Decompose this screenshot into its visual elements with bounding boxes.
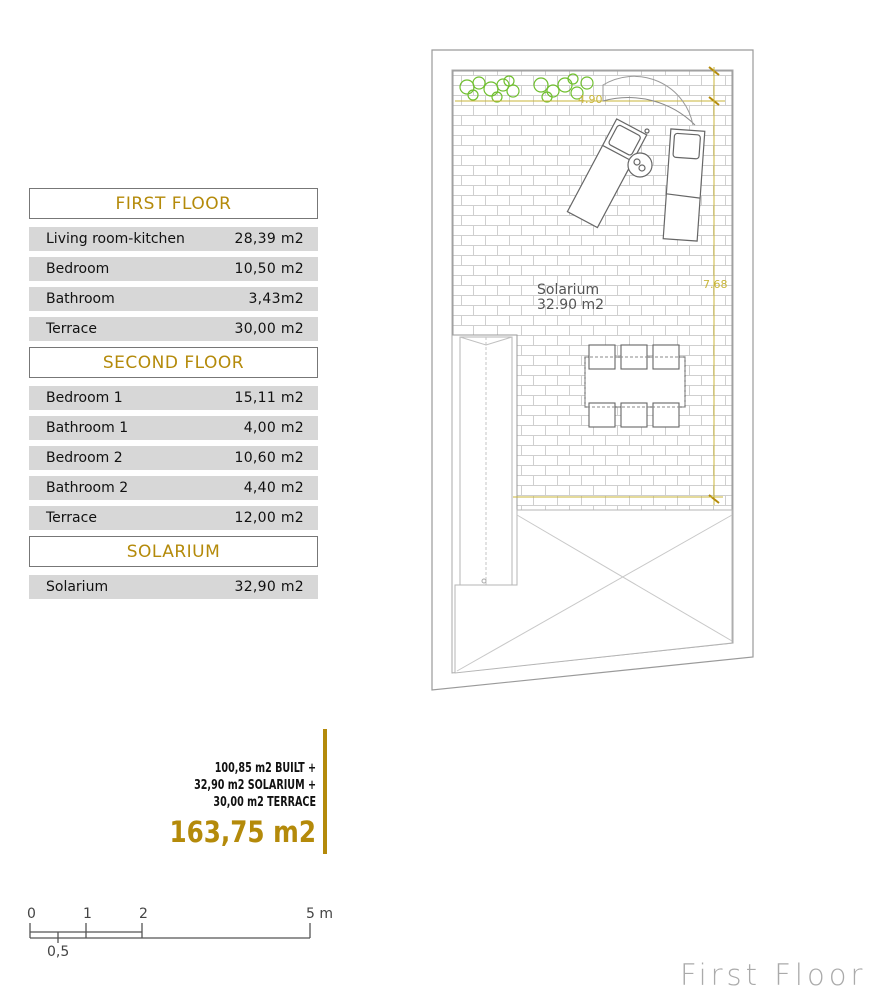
scale-graphic bbox=[20, 910, 350, 970]
row-label: Bedroom 2 bbox=[46, 450, 123, 466]
totals-block bbox=[120, 760, 316, 849]
area-table bbox=[29, 188, 318, 599]
totals-built-line: 100,85 m2 BUILT + bbox=[214, 761, 316, 776]
section-header-first-floor: FIRST FLOOR bbox=[29, 188, 318, 219]
sheet-title: First Floor bbox=[680, 958, 867, 992]
row-label: Bathroom 1 bbox=[46, 420, 129, 436]
table-row bbox=[29, 317, 318, 341]
scale-label-1: 1 bbox=[83, 906, 92, 922]
table-row bbox=[29, 227, 318, 251]
row-label: Living room-kitchen bbox=[46, 231, 185, 247]
scale-label-half: 0,5 bbox=[47, 944, 70, 960]
dimension-width: 4.90 bbox=[578, 93, 603, 106]
scale-label-0: 0 bbox=[27, 906, 36, 922]
row-value: 10,50 m2 bbox=[234, 261, 304, 277]
row-label: Bathroom bbox=[46, 291, 115, 307]
row-value: 10,60 m2 bbox=[234, 450, 304, 466]
row-label: Bathroom 2 bbox=[46, 480, 129, 496]
totals-accent-bar bbox=[323, 729, 327, 854]
scale-label-5m: 5 m bbox=[306, 906, 333, 922]
table-row bbox=[29, 416, 318, 440]
row-value: 32,90 m2 bbox=[234, 579, 304, 595]
row-value: 3,43m2 bbox=[248, 291, 304, 307]
dimension-length: 7.68 bbox=[703, 278, 728, 291]
row-label: Terrace bbox=[46, 510, 97, 526]
row-value: 30,00 m2 bbox=[234, 321, 304, 337]
scale-label-2: 2 bbox=[139, 906, 148, 922]
row-value: 4,40 m2 bbox=[243, 480, 304, 496]
scale-bar bbox=[20, 906, 350, 970]
table-row bbox=[29, 575, 318, 599]
row-value: 4,00 m2 bbox=[243, 420, 304, 436]
table-row bbox=[29, 446, 318, 470]
row-value: 28,39 m2 bbox=[234, 231, 304, 247]
row-value: 15,11 m2 bbox=[234, 390, 304, 406]
total-area: 163,75 m2 bbox=[169, 815, 316, 849]
table-row bbox=[29, 506, 318, 530]
section-header-second-floor: SECOND FLOOR bbox=[29, 347, 318, 378]
row-label: Bedroom bbox=[46, 261, 110, 277]
row-value: 12,00 m2 bbox=[234, 510, 304, 526]
table-row bbox=[29, 257, 318, 281]
room-name: Solarium bbox=[537, 282, 600, 298]
floor-plan bbox=[425, 45, 760, 704]
totals-solarium-line: 32,90 m2 SOLARIUM + bbox=[194, 778, 316, 793]
row-label: Solarium bbox=[46, 579, 109, 595]
totals-terrace-line: 30,00 m2 TERRACE bbox=[213, 795, 316, 810]
row-label: Terrace bbox=[46, 321, 97, 337]
table-row bbox=[29, 386, 318, 410]
solarium-plan-drawing bbox=[425, 45, 760, 700]
table-row bbox=[29, 476, 318, 500]
row-label: Bedroom 1 bbox=[46, 390, 123, 406]
section-header-solarium: SOLARIUM bbox=[29, 536, 318, 567]
room-area: 32.90 m2 bbox=[537, 297, 605, 313]
table-row bbox=[29, 287, 318, 311]
room-label bbox=[537, 283, 604, 313]
